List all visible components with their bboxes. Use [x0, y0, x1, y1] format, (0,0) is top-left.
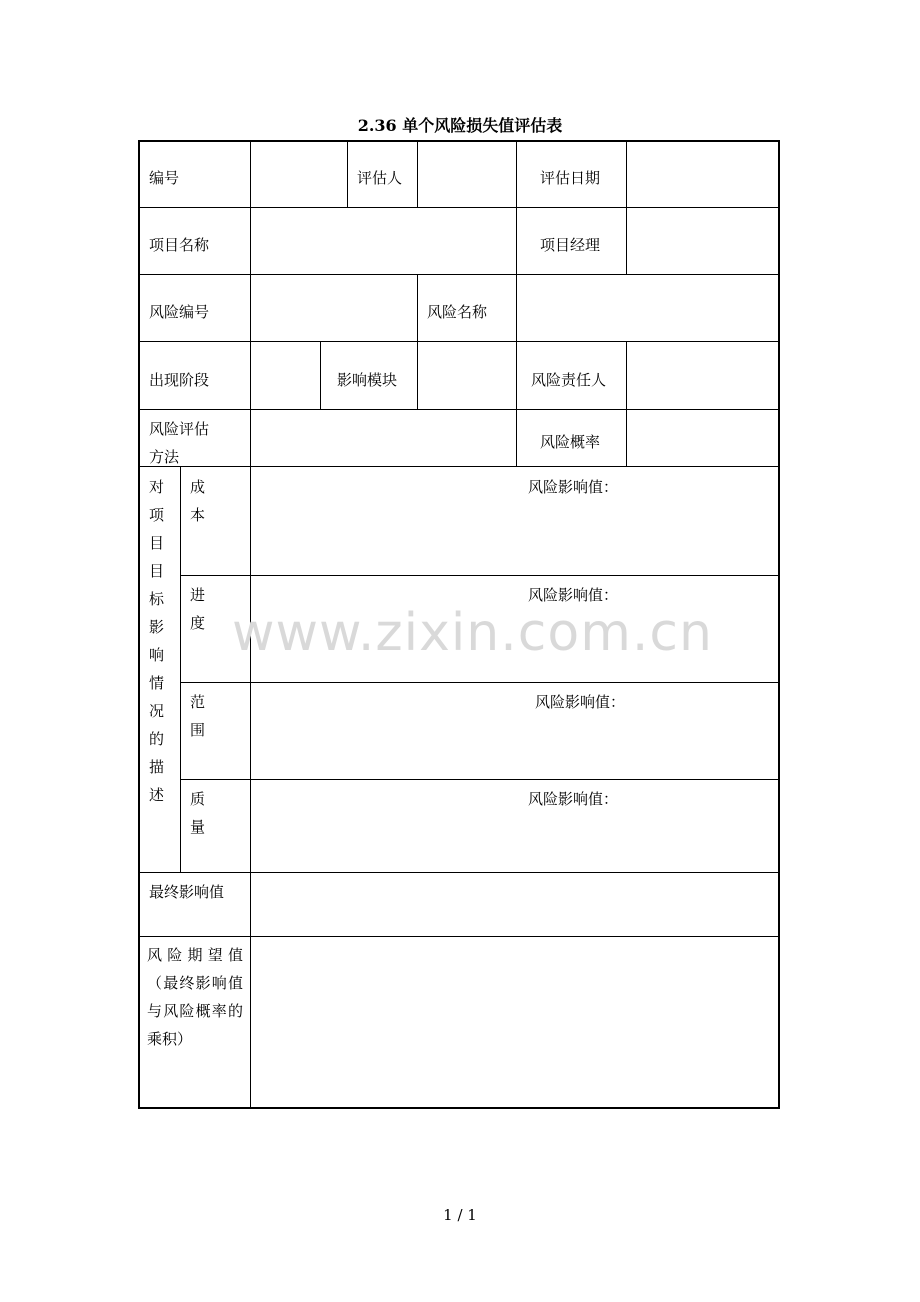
label-scope: 范围 — [190, 693, 206, 739]
col-divider — [417, 341, 418, 409]
label-project-name: 项目名称 — [149, 236, 210, 254]
col-divider — [417, 274, 418, 341]
label-cost: 成本 — [190, 478, 206, 524]
label-expected-value: 风险期望值（最终影响值与风险概率的乘积） — [147, 946, 243, 1048]
label-stage: 出现阶段 — [149, 371, 210, 389]
label-assessor: 评估人 — [357, 169, 403, 187]
label-impact-description: 对项目目标影响情况的描述 — [149, 478, 165, 804]
col-divider — [516, 274, 517, 341]
label-number: 编号 — [149, 169, 180, 187]
label-project-manager: 项目经理 — [540, 236, 601, 254]
col-divider — [626, 207, 627, 274]
impact-value-label: 风险影响值： — [535, 693, 626, 711]
label-risk-number: 风险编号 — [149, 303, 210, 321]
col-divider — [347, 142, 348, 207]
row-divider — [140, 409, 778, 410]
watermark: www.zixin.com.cn — [232, 603, 713, 663]
row-divider — [140, 274, 778, 275]
label-final-impact: 最终影响值 — [149, 883, 225, 901]
label-risk-name: 风险名称 — [427, 303, 488, 321]
label-assess-date: 评估日期 — [540, 169, 601, 187]
row-divider — [181, 575, 778, 576]
label-quality: 质量 — [190, 790, 206, 836]
col-divider — [516, 341, 517, 466]
col-divider — [516, 207, 517, 274]
impact-value-label: 风险影响值： — [528, 478, 619, 496]
label-risk-owner: 风险责任人 — [531, 371, 607, 389]
col-divider — [516, 142, 517, 207]
label-module: 影响模块 — [337, 371, 398, 389]
row-divider — [140, 466, 778, 467]
impact-value-label: 风险影响值： — [528, 586, 619, 604]
label-method: 方法 — [149, 448, 180, 466]
row-divider — [140, 207, 778, 208]
row-divider — [181, 682, 778, 683]
row-divider — [140, 872, 778, 873]
page-title: 2.36 单个风险损失值评估表 — [357, 116, 563, 135]
label-method: 风险评估 — [149, 420, 210, 438]
col-divider — [320, 341, 321, 409]
col-divider — [250, 142, 251, 1107]
impact-value-label: 风险影响值： — [528, 790, 619, 808]
col-divider — [626, 142, 627, 207]
label-schedule: 进度 — [190, 586, 206, 632]
col-divider — [417, 142, 418, 207]
page-number: 1 / 1 — [443, 1206, 477, 1224]
label-probability: 风险概率 — [540, 433, 601, 451]
row-divider — [181, 779, 778, 780]
col-divider — [180, 466, 181, 872]
col-divider — [626, 341, 627, 466]
row-divider — [140, 341, 778, 342]
row-divider — [140, 936, 778, 937]
